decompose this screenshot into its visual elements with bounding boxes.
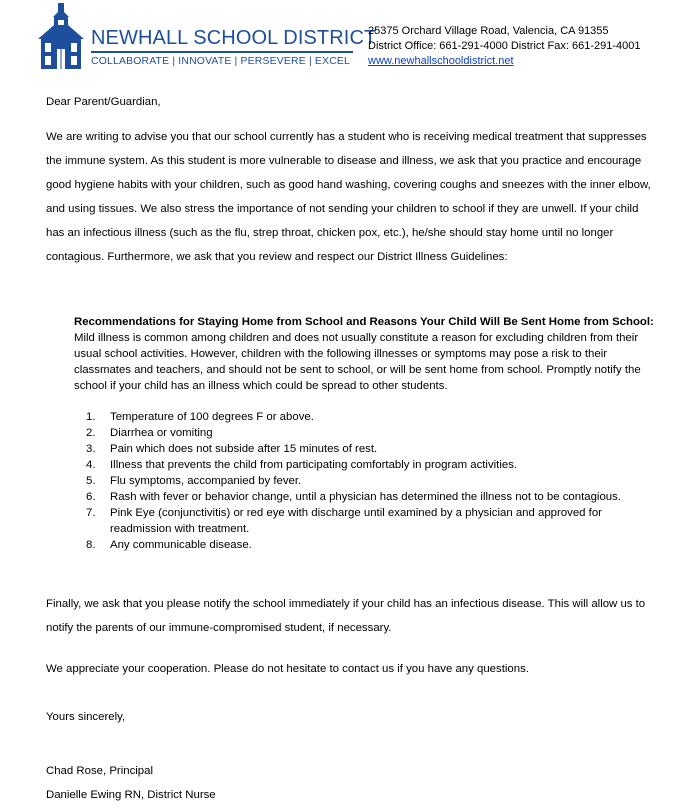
schoolhouse-logo-icon xyxy=(38,3,84,69)
guidelines-body: Mild illness is common among children and does not usually constitute a reason for excluding children from their usual school activities. However, children with the following illnesses or symptoms may pose a risk to their classmates and teachers, and should not be sent to school, or will be sent home from school. Promptly notify the school if your child has an illness which could be spread to other students. xyxy=(74,332,641,392)
district-tagline: COLLABORATE | INNOVATE | PERSEVERE | EXCEL xyxy=(91,56,351,67)
illness-guidelines xyxy=(74,314,664,394)
reasons-list xyxy=(86,409,646,553)
sign-off: Yours sincerely, xyxy=(46,711,126,723)
signatures xyxy=(46,759,656,807)
thanks-paragraph: We appreciate your cooperation. Please do not hesitate to contact us if you have any questions. xyxy=(46,663,529,675)
closing-paragraph: Finally, we ask that you please notify the school immediately if your child has an infectious disease. This will allow us to notify the parents of our immune-compromised student, if necessary. xyxy=(46,598,646,634)
logo-divider xyxy=(91,51,353,53)
list-item: 1. Temperature of 100 degrees F or above. xyxy=(86,411,314,423)
list-item: 7. Pink Eye (conjunctivitis) or red eye with discharge until examined by a physician and approved for readmission with treatment. xyxy=(86,507,602,535)
salutation: Dear Parent/Guardian, xyxy=(46,96,161,108)
intro-paragraph: We are writing to advise you that our school currently has a student who is receiving medical treatment that suppresses the immune system. As this student is more vulnerable to disease and illness, we ask that you practice and encourage good hygiene habits with your children, such as good hand washing, covering coughs and sneezes with the inner elbow, and using tissues. We also stress the importance of not sending your children to school if they are unwell. If your child has an infectious illness (such as the flu, strep throat, chicken pox, etc.), he/she should stay home until no longer contagious. Furthermore, we ask that you review and respect our District Illness Guidelines: xyxy=(46,131,651,263)
letterhead xyxy=(0,0,680,80)
list-item: 5. Flu symptoms, accompanied by fever. xyxy=(86,475,302,487)
list-item: 3. Pain which does not subside after 15 minutes of rest. xyxy=(86,443,378,455)
signer-nurse: Danielle Ewing RN, District Nurse xyxy=(46,789,216,801)
district-address: 25375 Orchard Village Road, Valencia, CA 91355 xyxy=(368,25,609,37)
list-item: 2. Diarrhea or vomiting xyxy=(86,427,213,439)
list-item: 8. Any communicable disease. xyxy=(86,539,252,551)
contact-block xyxy=(368,24,640,69)
guidelines-heading: Recommendations for Staying Home from School and Reasons Your Child Will Be Sent Home from School: xyxy=(74,316,654,328)
list-item: 4. Illness that prevents the child from participating comfortably in program activities. xyxy=(86,459,518,471)
signer-principal: Chad Rose, Principal xyxy=(46,765,153,777)
district-website-link[interactable]: www.newhallschooldistrict.net xyxy=(368,55,514,67)
district-name: NEWHALL SCHOOL DISTRICT xyxy=(91,27,377,49)
list-item: 6. Rash with fever or behavior change, until a physician has determined the illness not to be contagious. xyxy=(86,491,621,503)
district-phones: District Office: 661-291-4000 District Fax: 661-291-4001 xyxy=(368,40,641,52)
